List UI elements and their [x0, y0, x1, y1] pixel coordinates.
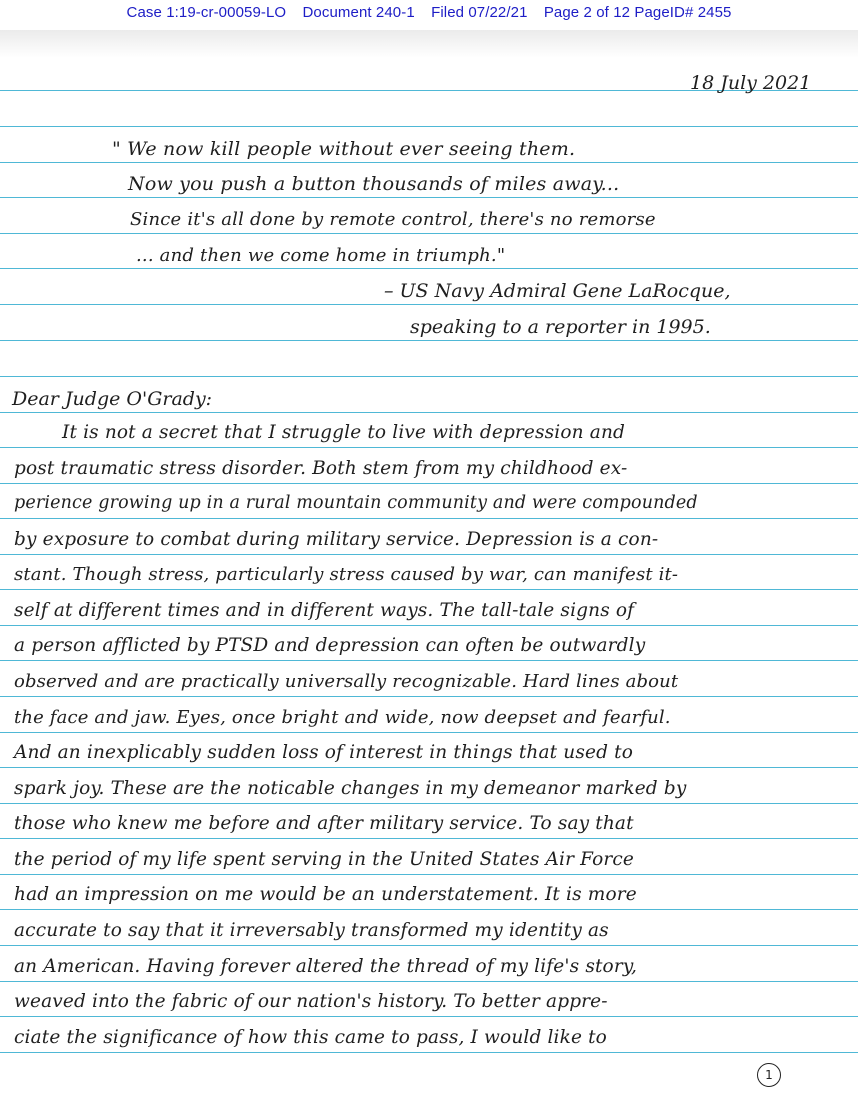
body-line: the face and jaw. Eyes, once bright and wide, now deepset and fearful. [14, 707, 671, 728]
page-id: Page 2 of 12 PageID# 2455 [543, 4, 732, 21]
body-line: post traumatic stress disorder. Both stem from my childhood ex- [14, 458, 628, 479]
page-number: 1 [757, 1063, 781, 1087]
body-line: those who knew me before and after military service. To say that [14, 813, 634, 834]
body-line: the period of my life spent serving in the United States Air Force [14, 849, 634, 870]
epigraph-line: Since it's all done by remote control, there's no remorse [130, 209, 656, 230]
body-line: observed and are practically universally recognizable. Hard lines about [14, 671, 679, 692]
body-line: spark joy. These are the noticable changes in my demeanor marked by [14, 778, 687, 799]
attribution-line: – US Navy Admiral Gene LaRocque, [384, 280, 731, 302]
body-line: a person afflicted by PTSD and depression can often be outwardly [14, 635, 646, 656]
letter-date: 18 July 2021 [690, 72, 812, 94]
body-line: accurate to say that it irreversably transformed my identity as [14, 920, 609, 941]
body-line: an American. Having forever altered the thread of my life's story, [14, 956, 638, 977]
attribution-line: speaking to a reporter in 1995. [410, 316, 711, 338]
epigraph-line: ... and then we come home in triumph." [136, 245, 506, 266]
body-line: perience growing up in a rural mountain community and were compounded [14, 493, 698, 513]
body-line: had an impression on me would be an understatement. It is more [14, 884, 637, 905]
epigraph-line: Now you push a button thousands of miles away... [128, 173, 620, 195]
document-number: Document 240-1 [302, 4, 415, 21]
body-line: ciate the significance of how this came to pass, I would like to [14, 1027, 607, 1048]
body-line: weaved into the fabric of our nation's history. To better appre- [14, 991, 608, 1012]
body-line: It is not a secret that I struggle to live with depression and [62, 422, 625, 443]
body-line: by exposure to combat during military service. Depression is a con- [14, 529, 659, 550]
court-filing-header [0, 4, 858, 21]
epigraph-line: " We now kill people without ever seeing them. [112, 138, 576, 160]
salutation: Dear Judge O'Grady: [12, 388, 213, 410]
case-number: Case 1:19-cr-00059-LO [126, 4, 287, 21]
body-line: self at different times and in different ways. The tall-tale signs of [14, 600, 635, 621]
filed-date: Filed 07/22/21 [431, 4, 528, 21]
body-line: And an inexplicably sudden loss of interest in things that used to [14, 742, 633, 763]
body-line: stant. Though stress, particularly stress caused by war, can manifest it- [14, 564, 679, 585]
